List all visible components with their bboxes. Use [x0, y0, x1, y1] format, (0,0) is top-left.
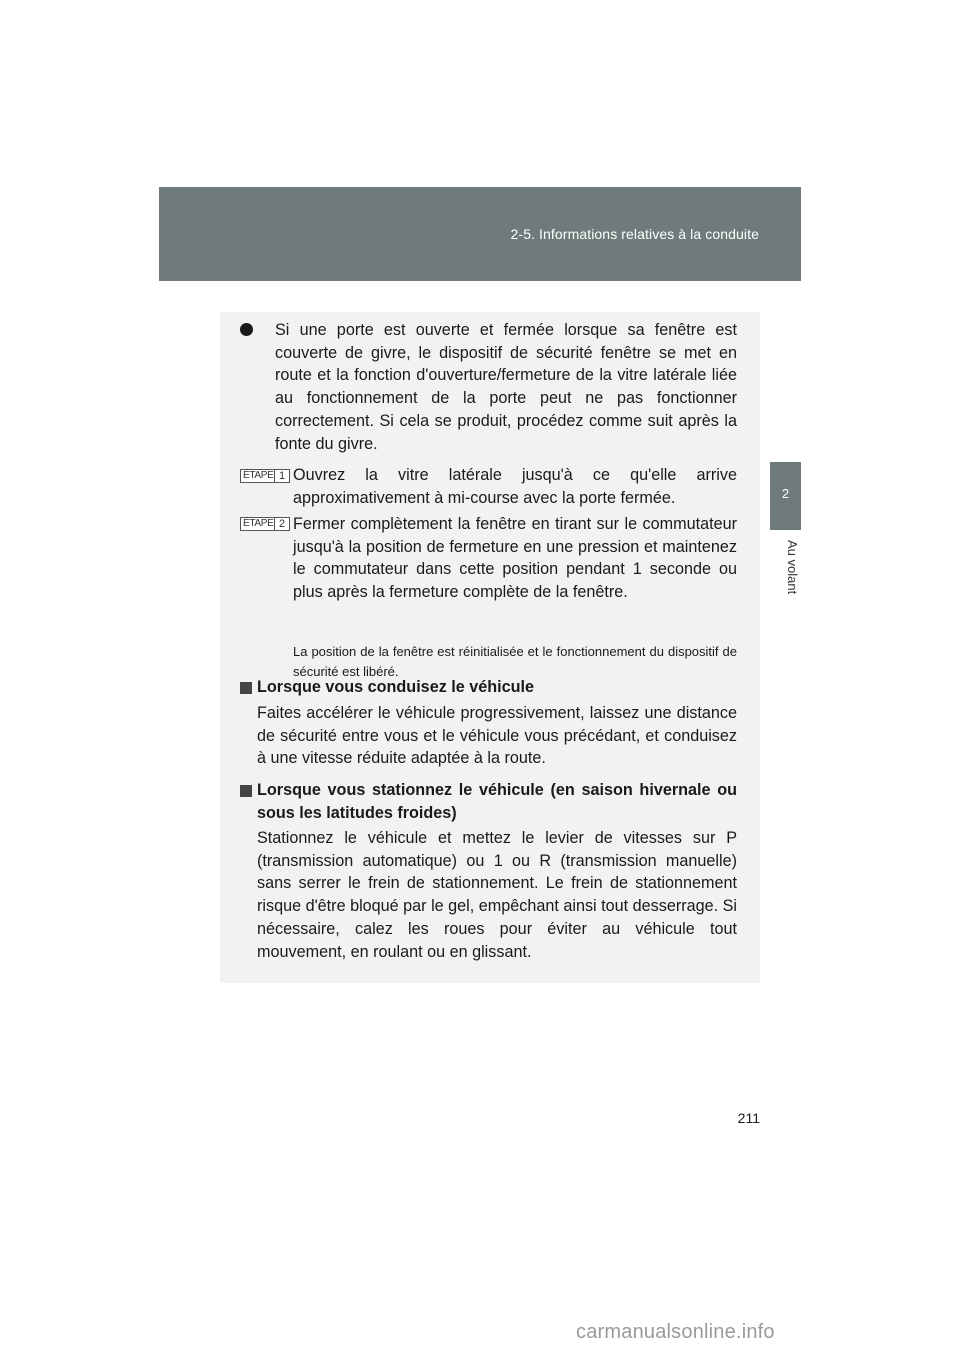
section-heading-parking: Lorsque vous stationnez le véhicule (en saison hivernale ou sous les latitudes froides): [257, 781, 737, 822]
square-bullet-icon: [240, 682, 252, 694]
step-badge-1: [240, 469, 290, 483]
step-2-text: Fermer complètement la fenêtre en tirant sur le commutateur jusqu'à la position de fermeture en une pression et maintenez le commutateur dans cette position pendant 1 seconde ou plus après la fermeture complète de la fenêtre.: [293, 515, 737, 602]
step-badge-label: ÉTAPE: [243, 470, 274, 481]
section-header-bar: [159, 187, 801, 281]
bullet-icon: [240, 323, 253, 336]
step-badge-number: 2: [274, 518, 289, 530]
watermark[interactable]: carmanualsonline.info: [576, 1321, 775, 1343]
chapter-tab: [770, 462, 801, 530]
chapter-number: 2: [781, 486, 790, 501]
bullet-paragraph: Si une porte est ouverte et fermée lorsque sa fenêtre est couverte de givre, le dispositif de sécurité fenêtre se met en route et la fonction d'ouverture/fermeture de la vitre latérale liée au fonctionnement de la porte peut ne pas fonctionner correctement. Si cela se produit, procédez comme suit après la fonte du givre.: [275, 321, 737, 453]
step-1-text: Ouvrez la vitre latérale jusqu'à ce qu'elle arrive approximativement à mi-course avec la porte fermée.: [293, 466, 737, 507]
square-bullet-icon: [240, 785, 252, 797]
section-body-parking: Stationnez le véhicule et mettez le levier de vitesses sur P (transmission automatique) ou 1 ou R (transmission manuelle) sans serrer le frein de stationnement. Le frein de stationnement risque d'être bloqué par le gel, empêchant ainsi tout desserrage. Si nécessaire, calez les roues pour éviter au véhicule tout mouvement, en roulant ou en glissant.: [257, 829, 738, 961]
chapter-label: Au volant: [785, 540, 800, 595]
step-badge-number: 1: [274, 470, 289, 482]
page-number: 211: [737, 1110, 760, 1126]
step-badge-2: [240, 517, 290, 531]
section-heading-driving: Lorsque vous conduisez le véhicule: [257, 678, 535, 696]
section-title: 2-5. Informations relatives à la conduite: [510, 226, 759, 242]
step-badge-label: ÉTAPE: [243, 518, 274, 529]
step-note: La position de la fenêtre est réinitialisée et le fonctionnement du dispositif de sécurité est libéré.: [293, 644, 737, 679]
section-body-driving: Faites accélérer le véhicule progressivement, laissez une distance de sécurité entre vous et le véhicule vous précédant, et conduisez à une vitesse réduite adaptée à la route.: [257, 704, 737, 768]
